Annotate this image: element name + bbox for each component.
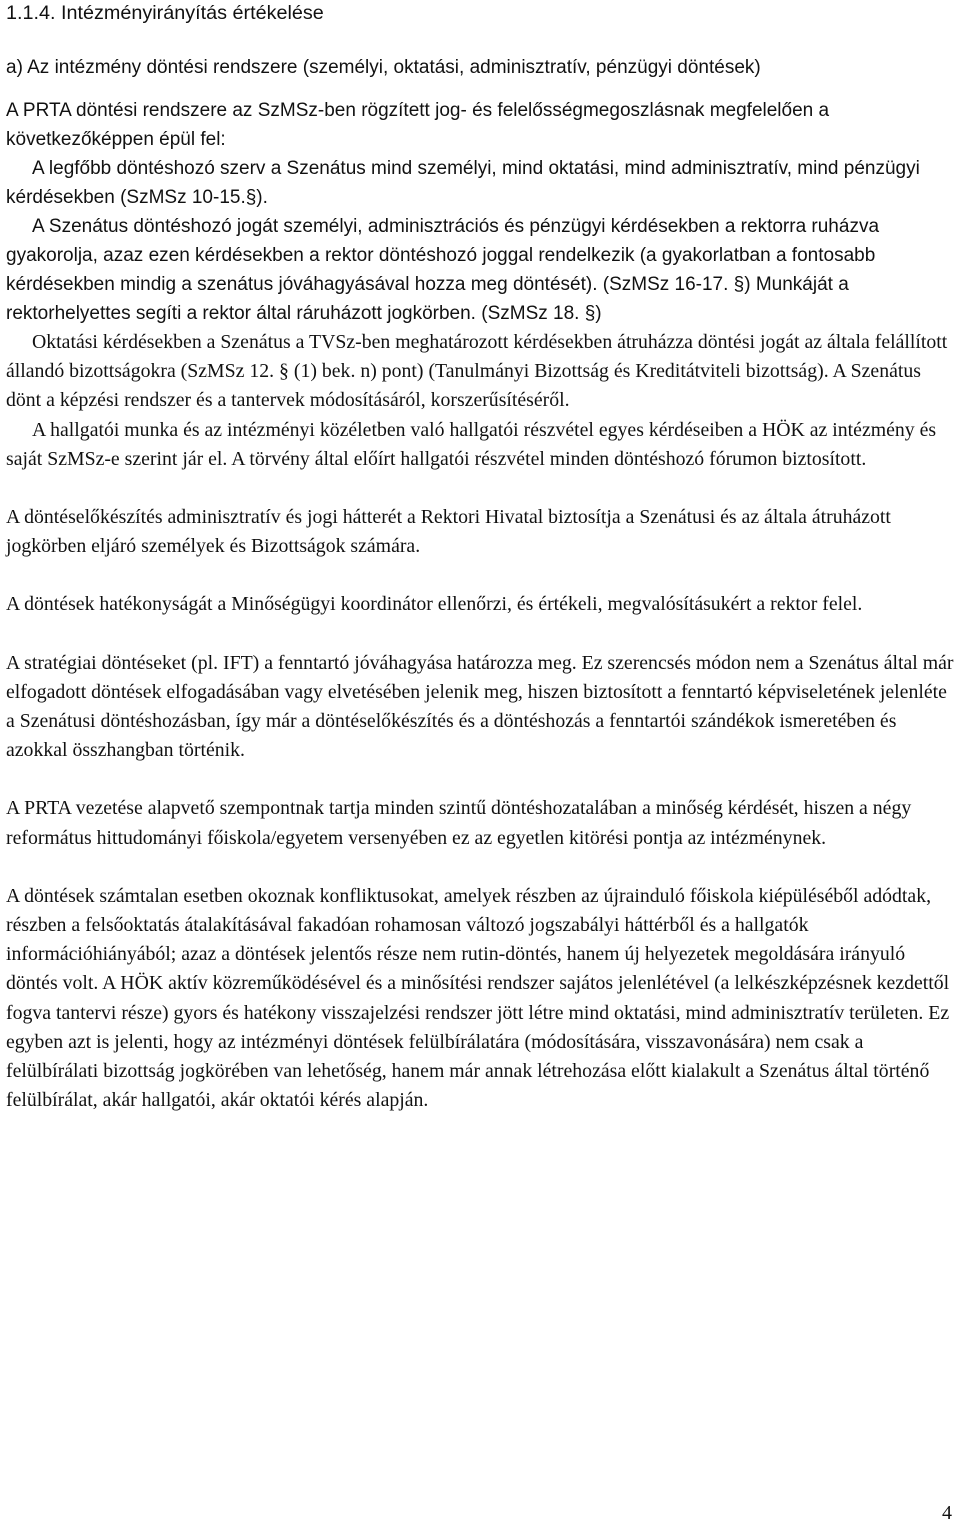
paragraph-education-committees: Oktatási kérdésekben a Szenátus a TVSz-ben meghatározott kérdésekben átruházza döntési jogát az általa felállított állandó bizottságokra (SzMSz 12. § (1) bek. n) pont) (Tanulmányi Bizottság és Kreditátviteli bizottság). A Szenátus dönt a képzési rendszer és a tantervek módosításáról, korszerűsítéséről. xyxy=(6,331,948,412)
paragraph-quality-coordinator: A döntések hatékonyságát a Minőségügyi koordinátor ellenőrzi, és értékeli, megvalósításukért a rektor felel. xyxy=(6,593,863,616)
section-heading: 1.1.4. Intézményirányítás értékelése xyxy=(6,2,324,24)
page-number: 4 xyxy=(942,1502,952,1524)
paragraph-rector-delegation: A Szenátus döntéshozó jogát személyi, adminisztrációs és pénzügyi kérdésekben a rektorra ruházva gyakorolja, azaz ezen kérdésekben a rektor döntéshozó joggal rendelkezik (a gyakorlatban a fontosabb kérdésekben mindig a szenátus jóváhagyásával hozza meg döntését). (SzMSz 16-17. §) Munkáját a rektorhelyettes segíti a rektor által ráruházott jogkörben. (SzMSz 18. §) xyxy=(6,216,880,324)
paragraph-conflicts: A döntések számtalan esetben okoznak konfliktusokat, amelyek részben az újrainduló főiskola kiépüléséből adódtak, részben a felsőoktatás átalakításával fakadóan rohamosan változó jogszabályi háttérből és a hallgatók információhiányából; azaz a döntések jelentős része nem rutin-döntés, hanem új helyezetek megoldására irányuló döntés volt. A HÖK aktív közreműködésével és a minősítési rendszer sajátos jelenlétével (a lelkészképzésnek kezdettől fogva tantervi része) gyors és hatékony visszajelzési rendszer jött létre mind oktatási, mind adminisztratív területen. Ez egyben azt is jelenti, hogy az intézményi döntések felülbírálatára (módosítására, visszavonására) nem csak a felülbírálati bizottság jogkörében van lehetőség, hanem már annak létrehozása előtt kialakult a Szenátus által történő felülbírálat, akár hallgatói, akár oktatói kérés alapján. xyxy=(6,884,950,1112)
paragraph-strategic-decisions: A stratégiai döntéseket (pl. IFT) a fenntartó jóváhagyása határozza meg. Ez szerencsés módon nem a Szenátus által már elfogadott döntések elfogadásában vagy elvetésében jelenik meg, hiszen biztosított a fenntartó képviseletének jelenléte a Szenátusi döntéshozásban, így már a döntéselőkészítés és a döntéshozás a fenntartói szándékok ismeretében és azokkal összhangban történik. xyxy=(6,651,954,762)
document-page xyxy=(6,0,954,1115)
paragraph-quality-priority: A PRTA vezetése alapvető szempontnak tartja minden szintű döntéshozatalában a minőség kérdését, hiszen a négy református hittudományi főiskola/egyetem versenyében ez az egyetlen kitörési pontja az intézménynek. xyxy=(6,797,912,849)
paragraph-senate-role: A legfőbb döntéshozó szerv a Szenátus mind személyi, mind oktatási, mind adminisztratív, mind pénzügyi kérdésekben (SzMSz 10-15.§). xyxy=(6,158,920,208)
subsection-title: a) Az intézmény döntési rendszere (személyi, oktatási, adminisztratív, pénzügyi döntések) xyxy=(6,57,761,78)
paragraph-student-union: A hallgatói munka és az intézményi közéletben való hallgatói részvétel egyes kérdéseiben a HÖK az intézmény és saját SzMSz-e szerint jár el. A törvény által előírt hallgatói részvétel minden döntéshozó fórumon biztosított. xyxy=(6,418,937,470)
paragraph-structure-intro: A PRTA döntési rendszere az SzMSz-ben rögzített jog- és felelősségmegoszlásnak megfelelően a következőképpen épül fel: xyxy=(6,100,830,150)
paragraph-rector-office: A döntéselőkészítés adminisztratív és jogi hátterét a Rektori Hivatal biztosítja a Szenátusi és az általa átruházott jogkörben eljáró személyek és Bizottságok számára. xyxy=(6,506,891,558)
